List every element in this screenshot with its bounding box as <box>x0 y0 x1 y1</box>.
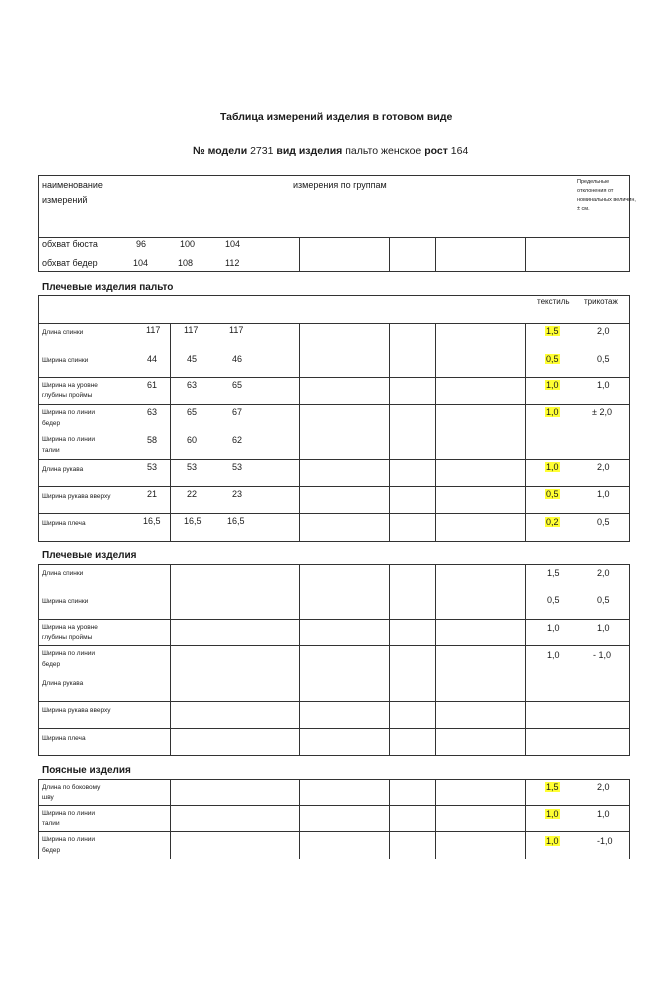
textile-tolerance: 1,5 <box>546 326 559 336</box>
measurement-label: Ширина по линии <box>42 436 96 443</box>
textile-tolerance: 1,0 <box>546 380 559 390</box>
textile-tolerance: 1,0 <box>546 809 559 819</box>
measurement-value: 65 <box>232 380 243 390</box>
basic-row-label: обхват бедер <box>42 258 98 268</box>
measurement-value: 16,5 <box>184 516 202 526</box>
measurement-label-line2: талии <box>42 447 60 454</box>
measurement-label: Ширина на уровне <box>42 382 98 389</box>
measurement-value: 62 <box>232 435 243 445</box>
measurement-label: Длина спинки <box>42 570 84 577</box>
knit-tolerance: 0,5 <box>597 595 610 605</box>
measurement-value: 117 <box>184 325 199 335</box>
measurement-label: Длина рукава <box>42 466 84 473</box>
textile-tolerance: 0,5 <box>547 595 560 605</box>
measurement-value: 53 <box>147 462 158 472</box>
measurement-value: 53 <box>187 462 198 472</box>
measurement-value: 67 <box>232 407 243 417</box>
knit-tolerance: 2,0 <box>597 462 610 472</box>
textile-tolerance: 1,0 <box>546 407 559 417</box>
knit-tolerance: 1,0 <box>597 489 610 499</box>
knit-tolerance: 2,0 <box>597 326 610 336</box>
product-kind: пальто женское <box>345 145 422 157</box>
knit-tolerance: 0,5 <box>597 354 610 364</box>
knit-tolerance: -1,0 <box>597 836 613 846</box>
basic-row-value: 104 <box>225 239 241 249</box>
textile-tolerance: 1,0 <box>547 623 560 633</box>
measurement-label-line2: глубины проймы <box>42 634 93 641</box>
measurement-value: 23 <box>232 489 243 499</box>
name-column-header-line2: измерений <box>42 195 88 205</box>
measurement-label: Длина спинки <box>42 329 84 336</box>
basic-row-value: 112 <box>225 258 240 268</box>
measurement-label: Ширина рукава вверху <box>42 493 111 500</box>
model-label: № модели <box>193 145 248 157</box>
knit-tolerance: ± 2,0 <box>592 407 612 417</box>
measurement-value: 117 <box>146 325 161 335</box>
measurement-value: 44 <box>147 354 158 364</box>
measurement-value: 46 <box>232 354 243 364</box>
name-column-header: наименование <box>42 180 103 190</box>
measurement-label-line2: бедер <box>42 420 61 427</box>
textile-tolerance: 0,5 <box>546 489 559 499</box>
measurement-value: 16,5 <box>227 516 245 526</box>
height-label: рост <box>424 145 448 157</box>
measurement-value: 45 <box>187 354 198 364</box>
model-number: 2731 <box>250 145 274 157</box>
measurement-value: 61 <box>147 380 158 390</box>
measurement-value: 117 <box>229 325 244 335</box>
measurement-label-line2: талии <box>42 820 60 827</box>
measurement-value: 65 <box>187 407 198 417</box>
measurement-value: 58 <box>147 435 158 445</box>
measurement-value: 63 <box>147 407 158 417</box>
page-title: Таблица измерений изделия в готовом виде <box>220 111 453 123</box>
section-title: Поясные изделия <box>42 765 131 776</box>
measurement-label-line2: бедер <box>42 847 61 854</box>
measurement-label: Ширина спинки <box>42 598 89 605</box>
measurement-label: Ширина по линии <box>42 836 96 843</box>
measurement-label: Ширина спинки <box>42 357 89 364</box>
measurement-label: Ширина по линии <box>42 650 96 657</box>
knit-tolerance: 0,5 <box>597 517 610 527</box>
basic-row-value: 104 <box>133 258 149 268</box>
knit-tolerance: 2,0 <box>597 782 610 792</box>
knit-tolerance: 1,0 <box>597 809 610 819</box>
measurement-label: Ширина рукава вверху <box>42 707 111 714</box>
textile-tolerance: 1,0 <box>546 836 559 846</box>
measurement-label: Ширина плеча <box>42 735 86 742</box>
basic-row-value: 108 <box>178 258 194 268</box>
knit-tolerance: 1,0 <box>597 380 610 390</box>
measurement-value: 63 <box>187 380 198 390</box>
measurement-value: 53 <box>232 462 243 472</box>
tolerance-column-header: Предельные отклонения от номинальных величин, ± см. <box>577 179 636 212</box>
textile-tolerance: 1,0 <box>547 650 560 660</box>
measurement-label-line2: бедер <box>42 661 61 668</box>
textile-tolerance: 1,5 <box>547 568 560 578</box>
basic-row-label: обхват бюста <box>42 239 98 249</box>
kind-label: вид изделия <box>276 145 343 157</box>
section-title: Плечевые изделия <box>42 550 137 561</box>
measurement-label: Ширина на уровне <box>42 624 98 631</box>
measurement-value: 21 <box>147 489 158 499</box>
measurement-label: Ширина по линии <box>42 810 96 817</box>
textile-tolerance: 1,5 <box>546 782 559 792</box>
product-height: 164 <box>450 145 469 157</box>
basic-row-value: 96 <box>136 239 147 249</box>
section-title: Плечевые изделия пальто <box>42 282 174 293</box>
measurement-label: Ширина плеча <box>42 520 86 527</box>
basic-row-value: 100 <box>180 239 196 249</box>
measurement-label-line2: глубины проймы <box>42 392 93 399</box>
textile-tolerance: 1,0 <box>546 462 559 472</box>
measurement-label: Ширина по линии <box>42 409 96 416</box>
knit-tolerance: - 1,0 <box>593 650 612 660</box>
measurement-value: 22 <box>187 489 198 499</box>
knit-tolerance: 1,0 <box>597 623 610 633</box>
groups-column-header: измерения по группам <box>293 180 387 190</box>
textile-column-header: текстиль <box>537 297 570 306</box>
measurement-label-line2: шву <box>42 794 54 801</box>
textile-tolerance: 0,5 <box>546 354 559 364</box>
measurement-label: Длина рукава <box>42 680 84 687</box>
measurement-value: 16,5 <box>143 516 161 526</box>
measurement-value: 60 <box>187 435 198 445</box>
knit-column-header: трикотаж <box>584 297 618 306</box>
page-subtitle <box>193 146 468 157</box>
knit-tolerance: 2,0 <box>597 568 610 578</box>
textile-tolerance: 0,2 <box>546 517 559 527</box>
measurement-label: Длина по боковому <box>42 784 101 791</box>
